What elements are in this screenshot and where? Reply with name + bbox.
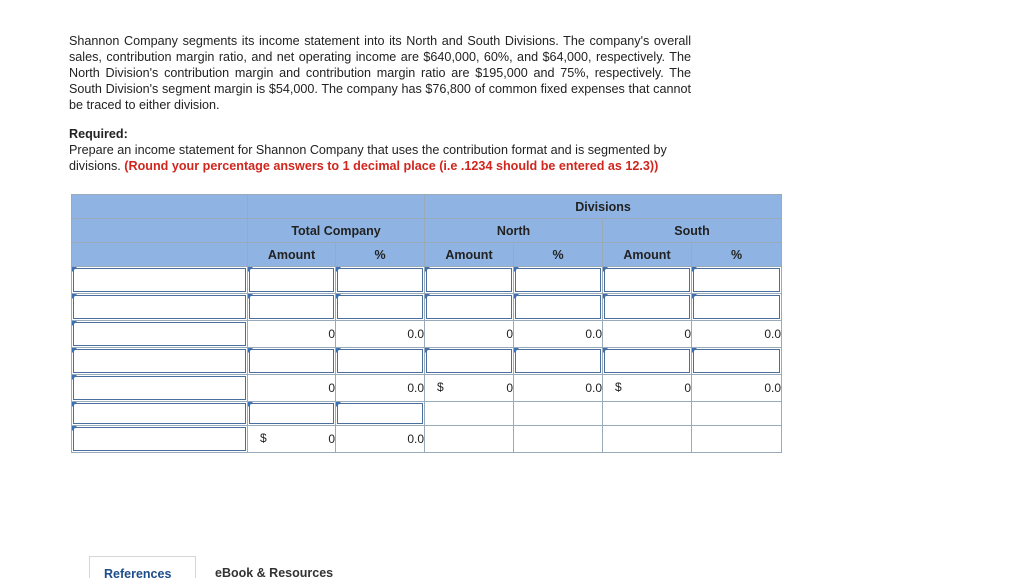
tab-ebook-resources[interactable]: eBook & Resources <box>215 566 334 580</box>
empty-cell <box>603 426 692 453</box>
total-percent-input[interactable] <box>336 348 425 375</box>
empty-cell <box>692 402 782 426</box>
line-item-select[interactable] <box>72 426 248 453</box>
dollar-sign: $ <box>437 380 444 394</box>
required-section <box>69 126 709 174</box>
header-blank <box>72 219 248 243</box>
total-percent-header: % <box>336 243 425 267</box>
total-percent-value: 0.0 <box>336 426 425 453</box>
total-percent-input[interactable] <box>336 267 425 294</box>
total-percent-value: 0.0 <box>336 375 425 402</box>
south-amount-input[interactable] <box>603 294 692 321</box>
dollar-sign: $ <box>615 380 622 394</box>
total-amount-input[interactable] <box>248 267 336 294</box>
north-amount-header: Amount <box>425 243 514 267</box>
income-statement-table <box>71 194 782 453</box>
rounding-note: (Round your percentage answers to 1 decimal place (i.e .1234 should be entered as 12.3)) <box>124 159 659 173</box>
north-percent-input[interactable] <box>514 267 603 294</box>
north-percent-value: 0.0 <box>514 375 603 402</box>
total-amount-value: 0 <box>328 432 335 446</box>
table-row <box>72 267 782 294</box>
empty-cell <box>514 402 603 426</box>
south-percent-value: 0.0 <box>692 321 782 348</box>
table-row <box>72 321 782 348</box>
line-item-select[interactable] <box>72 402 248 426</box>
north-percent-input[interactable] <box>514 348 603 375</box>
required-heading: Required: <box>69 127 128 141</box>
north-percent-input[interactable] <box>514 294 603 321</box>
total-amount-input[interactable] <box>248 348 336 375</box>
required-text: Prepare an income statement for Shannon Company that uses the contribution format and is segmented by divisions. <box>69 143 667 173</box>
table-row <box>72 348 782 375</box>
line-item-select[interactable] <box>72 267 248 294</box>
table-row <box>72 375 782 402</box>
total-company-header: Total Company <box>248 219 425 243</box>
total-percent-input[interactable] <box>336 402 425 426</box>
header-blank <box>248 195 425 219</box>
north-amount-cell <box>425 375 514 402</box>
empty-cell <box>603 402 692 426</box>
north-amount-input[interactable] <box>425 348 514 375</box>
south-amount-header: Amount <box>603 243 692 267</box>
south-percent-input[interactable] <box>692 348 782 375</box>
total-percent-input[interactable] <box>336 294 425 321</box>
south-percent-header: % <box>692 243 782 267</box>
total-amount-input[interactable] <box>248 294 336 321</box>
north-amount-value: 0 <box>425 321 514 348</box>
south-header: South <box>603 219 782 243</box>
south-percent-input[interactable] <box>692 267 782 294</box>
south-amount-value: 0 <box>603 321 692 348</box>
north-percent-header: % <box>514 243 603 267</box>
total-percent-value: 0.0 <box>336 321 425 348</box>
north-header: North <box>425 219 603 243</box>
table-row <box>72 426 782 453</box>
line-item-select[interactable] <box>72 294 248 321</box>
south-amount-input[interactable] <box>603 348 692 375</box>
north-percent-value: 0.0 <box>514 321 603 348</box>
south-amount-value: 0 <box>684 381 691 395</box>
line-item-select[interactable] <box>72 348 248 375</box>
header-blank <box>72 195 248 219</box>
tab-references[interactable]: References <box>89 556 196 578</box>
south-percent-value: 0.0 <box>692 375 782 402</box>
total-amount-value: 0 <box>248 375 336 402</box>
total-amount-cell <box>248 426 336 453</box>
south-amount-input[interactable] <box>603 267 692 294</box>
empty-cell <box>514 426 603 453</box>
empty-cell <box>425 402 514 426</box>
empty-cell <box>692 426 782 453</box>
header-blank <box>72 243 248 267</box>
total-amount-header: Amount <box>248 243 336 267</box>
north-amount-input[interactable] <box>425 294 514 321</box>
empty-cell <box>425 426 514 453</box>
north-amount-input[interactable] <box>425 267 514 294</box>
problem-text: Shannon Company segments its income statement into its North and South Divisions. The company's overall sales, contribution margin ratio, and net operating income are $640,000, 60%, and $64,000, respectively. The North Division's contribution margin and contribution margin ratio are $195,000 and 75%, respectively. The South Division's segment margin is $54,000. The company has $76,800 of common fixed expenses that cannot be traced to either division. <box>69 34 691 112</box>
table-row <box>72 294 782 321</box>
table-row <box>72 402 782 426</box>
north-amount-value: 0 <box>506 381 513 395</box>
line-item-select[interactable] <box>72 375 248 402</box>
south-percent-input[interactable] <box>692 294 782 321</box>
total-amount-input[interactable] <box>248 402 336 426</box>
total-amount-value: 0 <box>248 321 336 348</box>
divisions-header: Divisions <box>425 195 782 219</box>
dollar-sign: $ <box>260 431 267 445</box>
line-item-select[interactable] <box>72 321 248 348</box>
south-amount-cell <box>603 375 692 402</box>
